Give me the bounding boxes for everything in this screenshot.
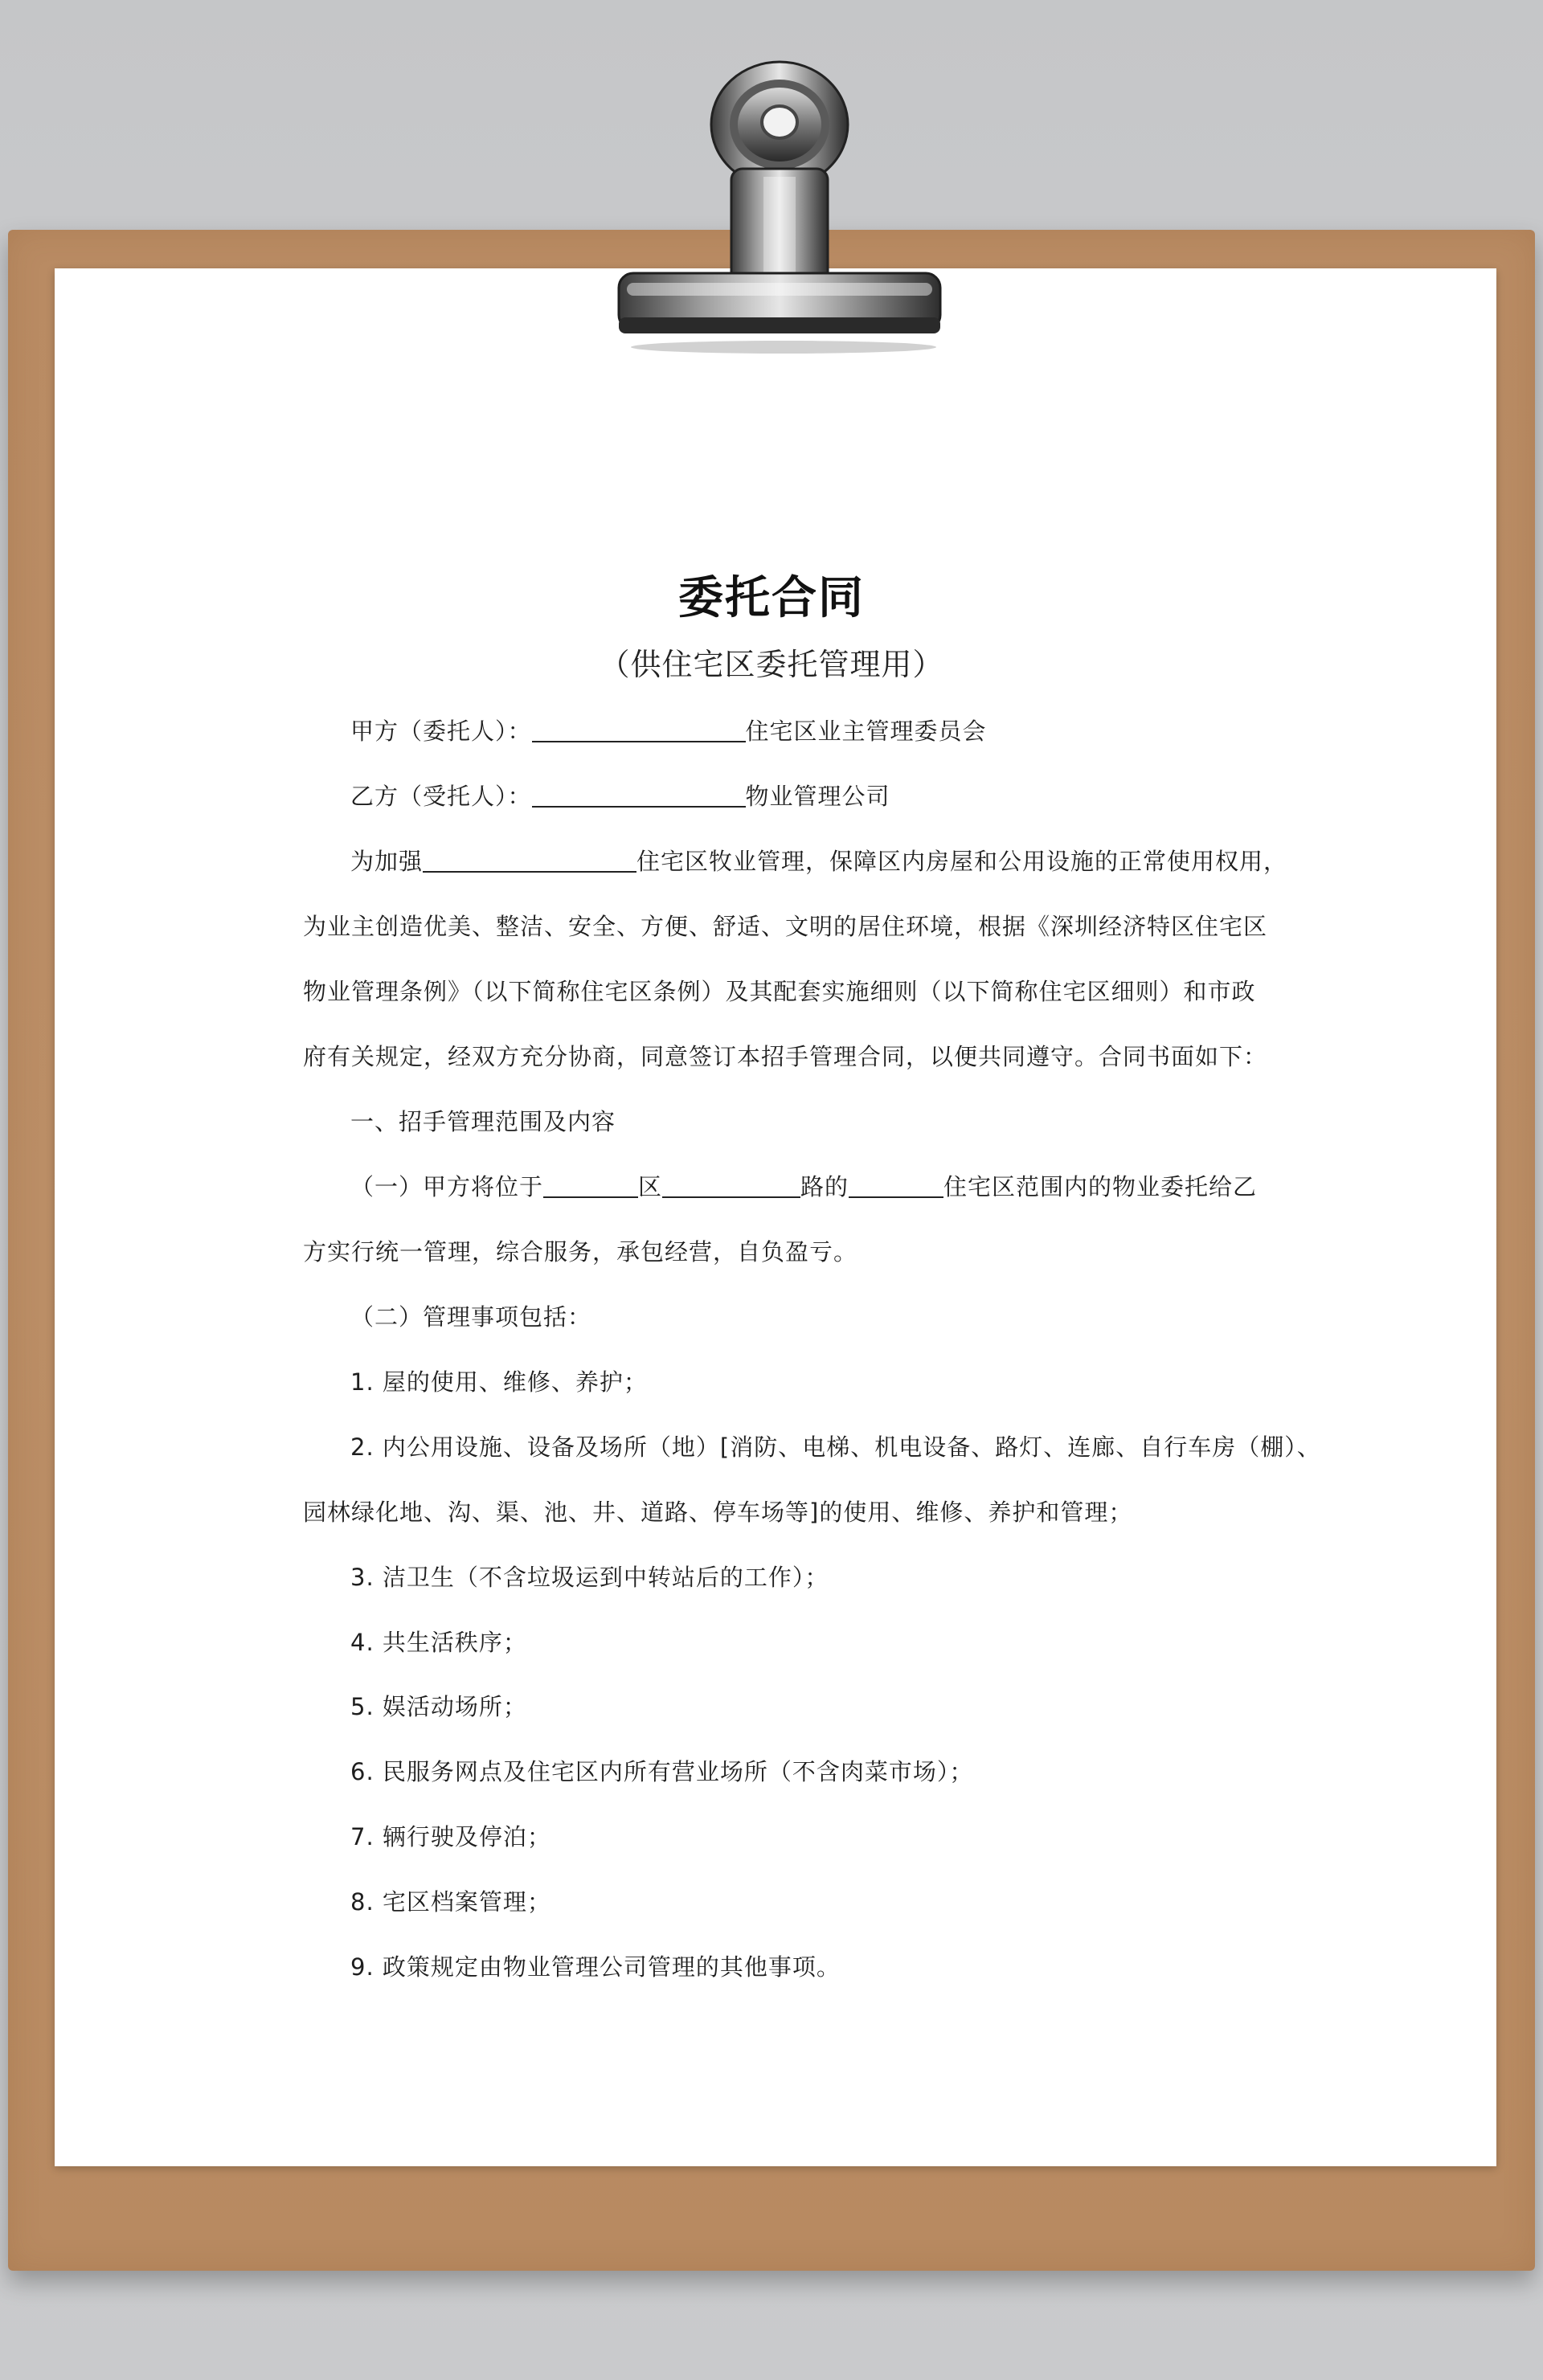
clause1-blank-1	[543, 1172, 638, 1198]
clause1-prefix: （一）甲方将位于	[350, 1173, 544, 1200]
list-item-continuation: 园林绿化地、沟、渠、池、井、道路、停车场等]的使用、维修、养护和管理；	[303, 1499, 1133, 1526]
party-b-blank	[532, 782, 746, 808]
party-b-line	[350, 779, 890, 812]
binder-clip-icon	[611, 48, 948, 354]
clause-2-heading: （二）管理事项包括：	[350, 1303, 592, 1331]
party-a-blank	[532, 717, 746, 742]
intro-line-3: 物业管理条例》（以下简称住宅区条例）及其配套实施细则（以下简称住宅区细则）和市政	[303, 978, 1256, 1005]
document-subtitle: （供住宅区委托管理用）	[599, 647, 944, 682]
list-item: 1. 屋的使用、维修、养护；	[350, 1368, 648, 1396]
clause-1-line-1	[350, 1169, 1257, 1202]
party-a-suffix: 住宅区业主管理委员会	[745, 718, 987, 745]
list-item: 9. 政策规定由物业管理公司管理的其他事项。	[350, 1953, 841, 1981]
paper-sheet	[55, 268, 1496, 2166]
intro-blank	[423, 847, 636, 873]
list-item: 7. 辆行驶及停泊；	[350, 1823, 551, 1850]
clause1-rest: 住宅区范围内的物业委托给乙	[943, 1173, 1258, 1200]
section-1-heading: 一、招手管理范围及内容	[350, 1108, 616, 1135]
intro-line1-rest: 住宅区牧业管理，保障区内房屋和公用设施的正常使用权用，	[636, 848, 1288, 875]
list-item: 6. 民服务网点及住宅区内所有营业场所（不含肉菜市场）；	[350, 1758, 974, 1785]
list-item: 2. 内公用设施、设备及场所（地）[消防、电梯、机电设备、路灯、连廊、自行车房（棚）、	[350, 1433, 1321, 1461]
list-item: 5. 娱活动场所；	[350, 1693, 527, 1720]
list-item: 4. 共生活秩序；	[350, 1629, 527, 1656]
clause1-district: 区	[638, 1173, 663, 1200]
list-item: 3. 洁卫生（不含垃圾运到中转站后的工作）；	[350, 1564, 829, 1591]
clause1-blank-3	[849, 1172, 943, 1198]
intro-line-2: 为业主创造优美、整洁、安全、方便、舒适、文明的居住环境，根据《深圳经济特区住宅区	[303, 913, 1268, 940]
party-b-suffix: 物业管理公司	[745, 783, 890, 810]
party-a-label: 甲方（委托人）：	[350, 718, 532, 745]
intro-line-4: 府有关规定，经双方充分协商，同意签订本招手管理合同，以便共同遵守。合同书面如下：	[303, 1043, 1268, 1070]
clause1-blank-2	[662, 1172, 800, 1198]
clause-1-line-2: 方实行统一管理，综合服务，承包经营，自负盈亏。	[303, 1238, 858, 1266]
intro-line-1	[350, 844, 1287, 877]
list-item: 8. 宅区档案管理；	[350, 1888, 551, 1916]
party-a-line	[350, 714, 987, 746]
document-title: 委托合同	[678, 572, 865, 624]
party-b-label: 乙方（受托人）：	[350, 783, 532, 810]
clause1-road: 路的	[800, 1173, 849, 1200]
intro-prefix: 为加强	[350, 848, 424, 875]
